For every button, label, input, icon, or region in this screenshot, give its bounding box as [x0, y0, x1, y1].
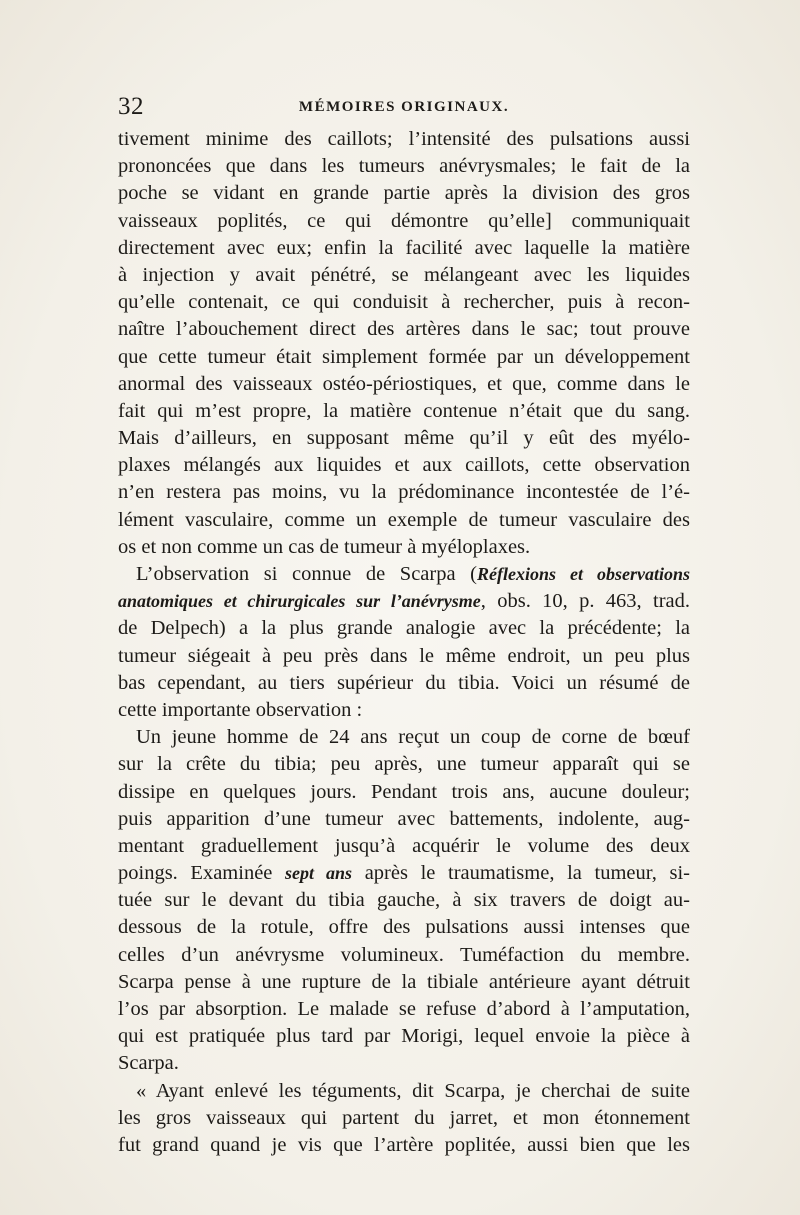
text-line: Scarpa pense à une rupture de la tibiale antérieure ayant détruit: [118, 970, 690, 993]
text-line: [118, 588, 690, 615]
text-line: que cette tumeur était simplement formée par un développement: [118, 345, 690, 368]
text-line: poche se vidant en grande partie après la division des gros: [118, 182, 690, 205]
text-line: bas cependant, au tiers supérieur du tibia. Voici un résumé de: [118, 671, 690, 694]
text-line: cette importante observation :: [118, 698, 363, 721]
text-line: [118, 561, 690, 588]
text-line: mentant graduellement jusqu’à acquérir le volume des deux: [118, 834, 690, 857]
text-line: naître l’abouchement direct des artères dans le sac; tout prouve: [118, 318, 690, 341]
text-line: tuée sur le devant du tibia gauche, à six travers de doigt au-: [118, 889, 690, 912]
text-line: anormal des vaisseaux ostéo-périostiques, et que, comme dans le: [118, 372, 690, 395]
text-line: lément vasculaire, comme un exemple de tumeur vasculaire des: [118, 508, 690, 531]
text-line: fait qui m’est propre, la matière contenue n’était que du sang.: [118, 399, 690, 422]
text-line: celles d’un anévrysme volumineux. Tuméfaction du membre.: [118, 943, 690, 966]
text-line: à injection y avait pénétré, se mélangeant avec les liquides: [118, 263, 690, 286]
italic-run: sept ans: [285, 863, 353, 884]
text-line: sur la crête du tibia; peu après, une tumeur apparaît qui se: [118, 753, 690, 776]
text-line: tivement minime des caillots; l’intensité des pulsations aussi: [118, 128, 690, 150]
text-line: les gros vaisseaux qui partent du jarret, et mon étonnement: [118, 1106, 690, 1129]
italic-title-run: Réflexions et observations: [477, 564, 690, 584]
text-run: L’observation si connue de Scarpa (: [136, 563, 478, 585]
page-number: 32: [118, 93, 144, 120]
page-header: [118, 92, 690, 122]
text-line: n’en restera pas moins, vu la prédominance incontestée de l’é-: [118, 481, 690, 504]
text-line: « Ayant enlevé les téguments, dit Scarpa, je cherchai de suite: [136, 1079, 690, 1102]
running-head: MÉMOIRES ORIGINAUX.: [298, 99, 510, 115]
text-run: poings. Examinée: [118, 862, 286, 885]
italic-title-run: anatomiques et chirurgicales sur l’anévrysme: [118, 591, 481, 612]
text-line: prononcées que dans les tumeurs anévrysmales; le fait de la: [118, 155, 690, 178]
text-line: [118, 860, 690, 887]
text-line: tumeur siégeait à peu près dans le même endroit, un peu plus: [118, 644, 690, 667]
text-line: l’os par absorption. Le malade se refuse d’abord à l’amputation,: [118, 998, 690, 1020]
text-line: qui est pratiquée plus tard par Morigi, lequel envoie la pièce à: [118, 1025, 690, 1048]
text-run: , obs. 10, p. 463, trad.: [480, 590, 690, 613]
body-text: [118, 126, 690, 1159]
text-line: de Delpech) a la plus grande analogie avec la précédente; la: [118, 617, 690, 640]
text-line: Scarpa.: [118, 1052, 179, 1075]
text-line: qu’elle contenait, ce qui conduisit à rechercher, puis à recon-: [118, 291, 690, 314]
text-line: Mais d’ailleurs, en supposant même qu’il y eût des myélo-: [118, 427, 690, 450]
text-line: Un jeune homme de 24 ans reçut un coup de corne de bœuf: [136, 726, 690, 749]
text-line: directement avec eux; enfin la facilité avec laquelle la matière: [118, 236, 690, 259]
text-line: dessous de la rotule, offre des pulsations aussi intenses que: [118, 916, 690, 939]
text-line: plaxes mélangés aux liquides et aux caillots, cette observation: [118, 454, 690, 477]
text-run: après le traumatisme, la tumeur, si-: [352, 862, 690, 885]
text-line: os et non comme un cas de tumeur à myéloplaxes.: [118, 535, 531, 558]
text-line: dissipe en quelques jours. Pendant trois ans, aucune douleur;: [118, 780, 690, 803]
text-line: puis apparition d’une tumeur avec battements, indolente, aug-: [118, 807, 690, 830]
text-line: fut grand quand je vis que l’artère poplitée, aussi bien que les: [118, 1133, 690, 1156]
text-line: vaisseaux poplités, ce qui démontre qu’elle] communiquait: [118, 209, 690, 232]
